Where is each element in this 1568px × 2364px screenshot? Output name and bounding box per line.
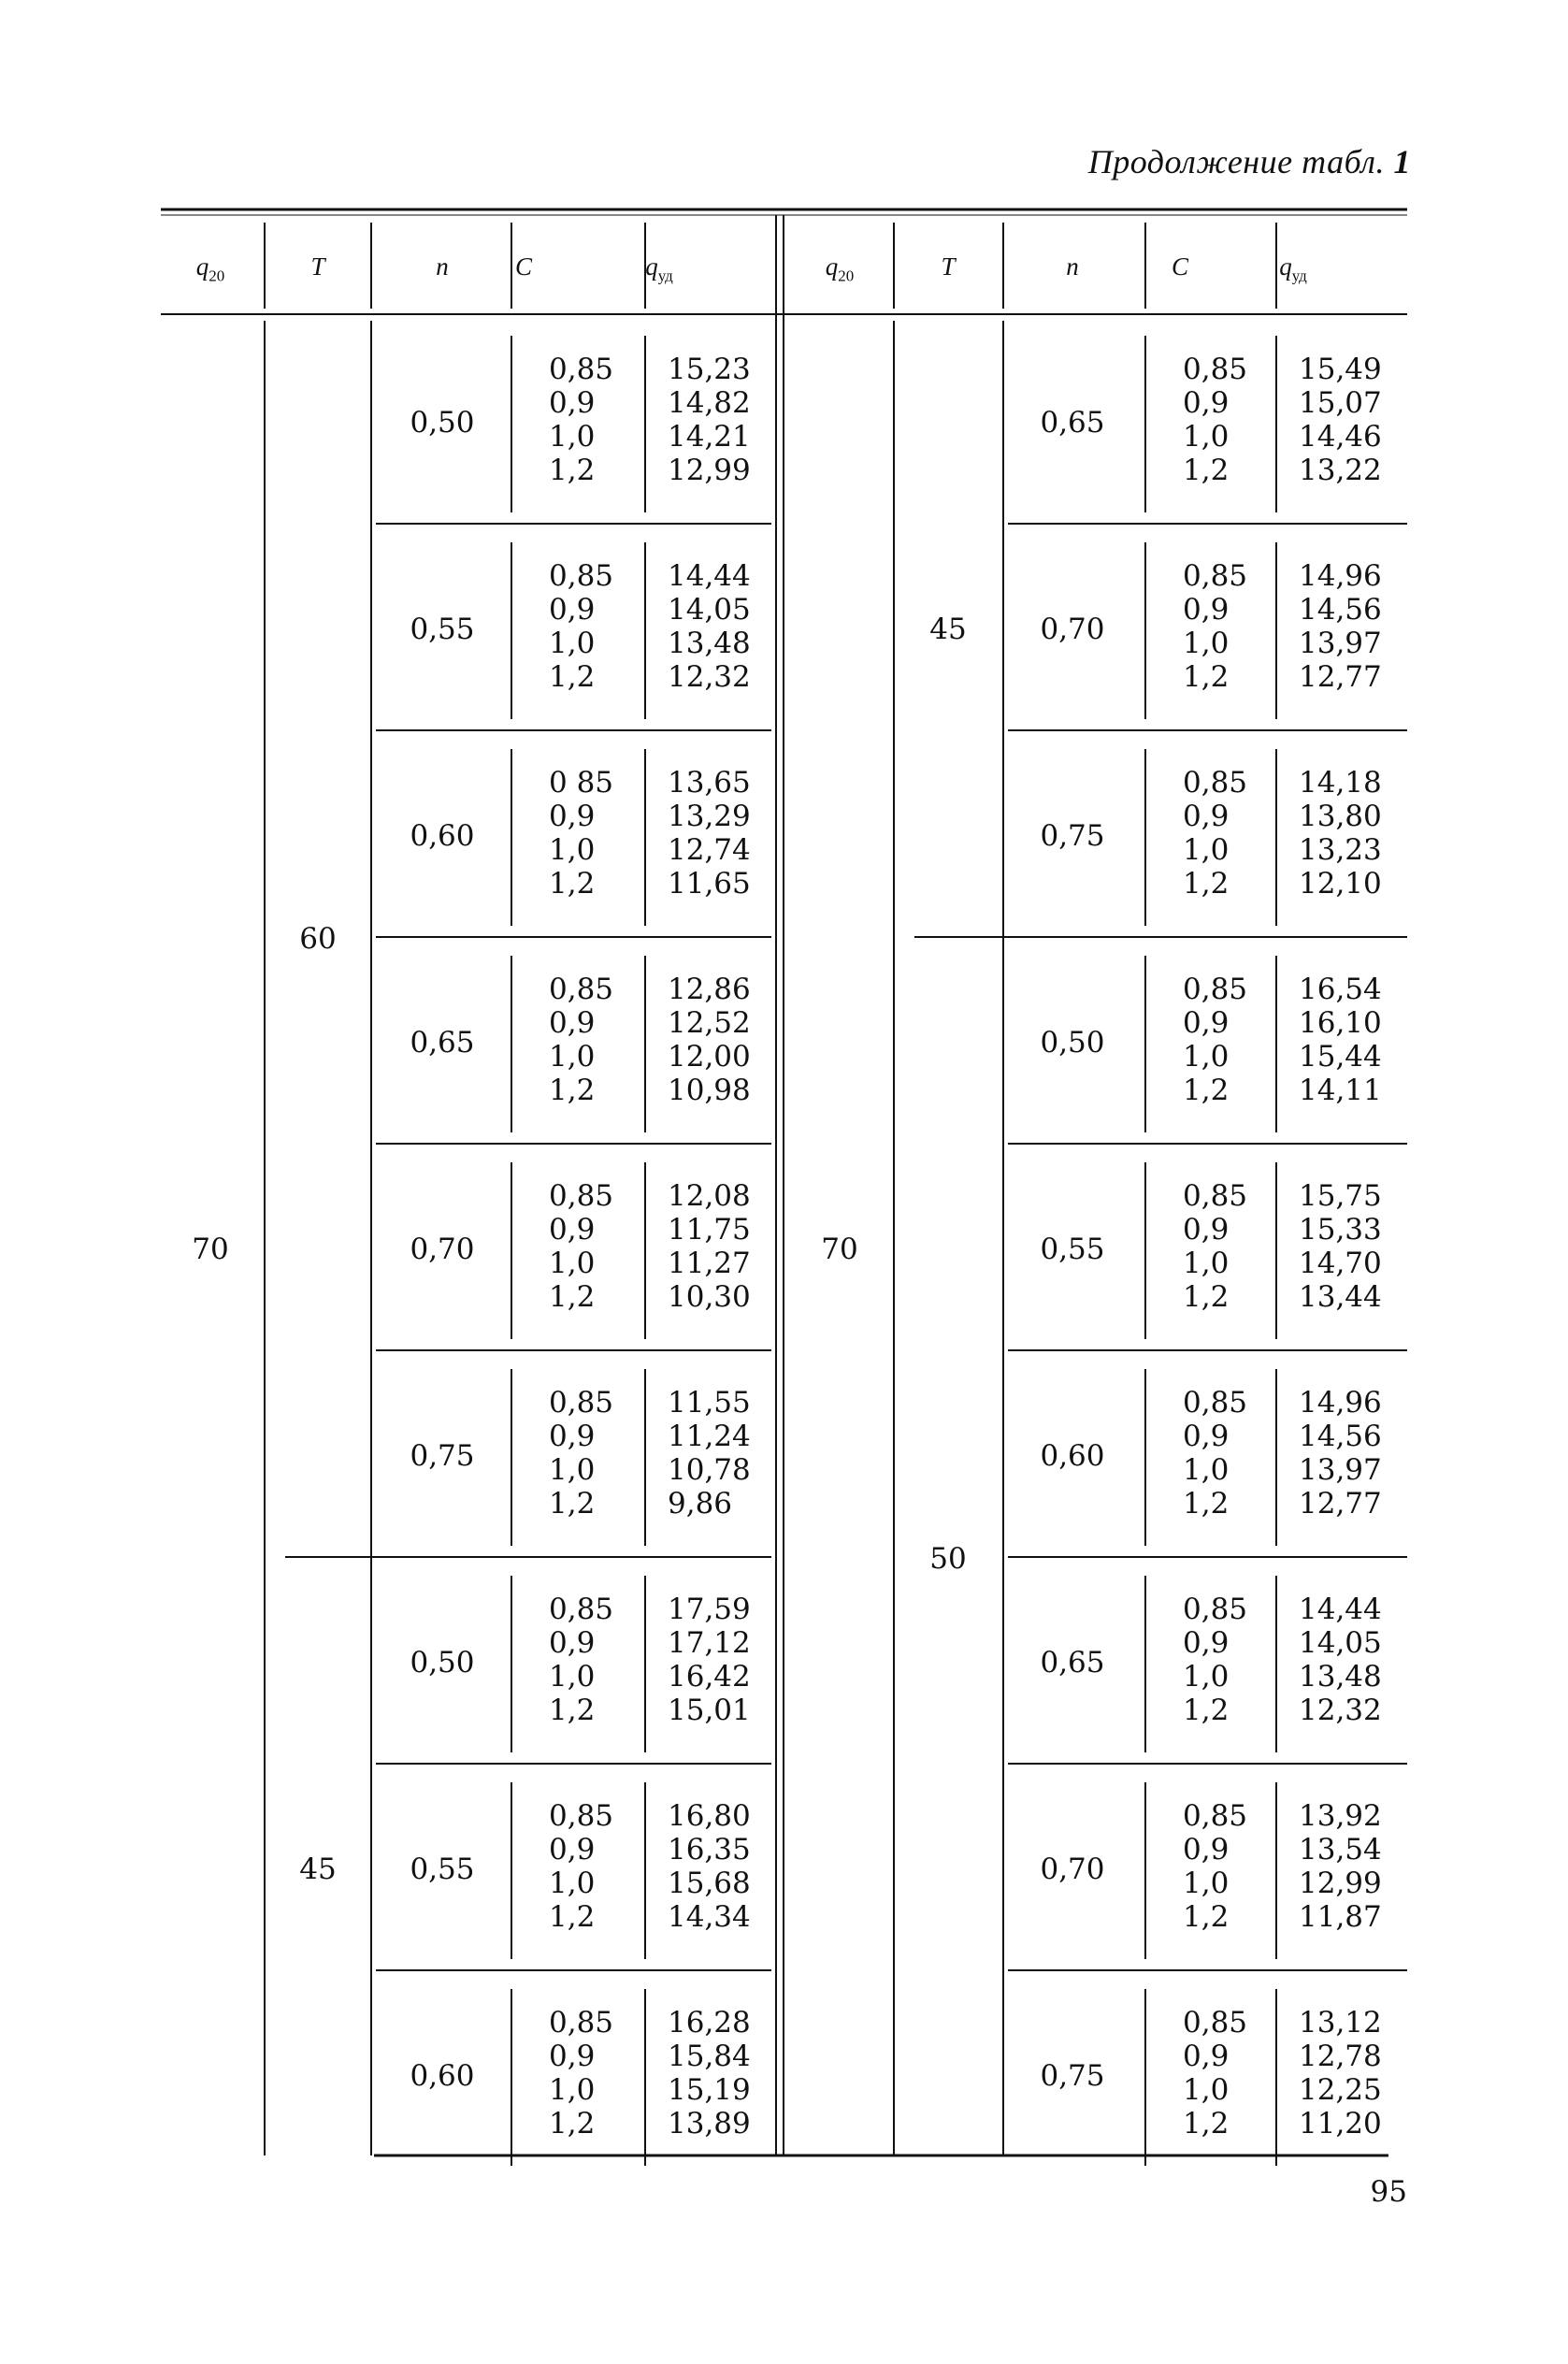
right-C-values: 0,85 0,9 1,0 1,2 bbox=[1183, 766, 1248, 901]
left-C-values: 0,85 0,9 1,0 1,2 bbox=[549, 559, 614, 694]
left-q20-value: 70 bbox=[192, 1232, 229, 1266]
caption-text: Продолжение табл. bbox=[1087, 143, 1385, 180]
left-qud-values: 12,08 11,75 11,27 10,30 bbox=[668, 1179, 751, 1314]
right-header-q20-subscript: 20 bbox=[838, 267, 855, 285]
left-qud-values: 16,28 15,84 15,19 13,89 bbox=[668, 2006, 751, 2141]
left-C-values: 0,85 0,9 1,0 1,2 bbox=[549, 973, 614, 1107]
left-qud-values: 13,65 13,29 12,74 11,65 bbox=[668, 766, 751, 901]
left-C-values: 0 85 0,9 1,0 1,2 bbox=[549, 766, 614, 901]
left-n-value: 0,70 bbox=[410, 1232, 475, 1266]
left-header-q20-subscript: 20 bbox=[209, 267, 225, 285]
right-T-value: 45 bbox=[929, 612, 967, 646]
left-n-value: 0,55 bbox=[410, 1852, 475, 1886]
right-header-n: n bbox=[1066, 252, 1079, 281]
right-header-T: T bbox=[941, 252, 956, 281]
left-C-values: 0,85 0,9 1,0 1,2 bbox=[549, 2006, 614, 2141]
right-n-value: 0,50 bbox=[1040, 1025, 1105, 1059]
right-n-value: 0,55 bbox=[1040, 1232, 1105, 1266]
left-C-values: 0,85 0,9 1,0 1,2 bbox=[549, 353, 614, 487]
right-header-qud: $q_{уд}$ bbox=[1279, 252, 1307, 285]
right-q20-value: 70 bbox=[821, 1232, 858, 1266]
left-qud-values: 14,44 14,05 13,48 12,32 bbox=[668, 559, 751, 694]
right-n-value: 0,65 bbox=[1040, 1645, 1105, 1679]
right-C-values: 0,85 0,9 1,0 1,2 bbox=[1183, 353, 1248, 487]
right-n-value: 0,75 bbox=[1040, 818, 1105, 853]
left-n-value: 0,75 bbox=[410, 1438, 475, 1473]
left-header-C: C bbox=[514, 252, 532, 281]
right-n-value: 0,60 bbox=[1040, 1438, 1105, 1473]
left-C-values: 0,85 0,9 1,0 1,2 bbox=[549, 1799, 614, 1934]
right-qud-values: 15,75 15,33 14,70 13,44 bbox=[1299, 1179, 1382, 1314]
left-header-qud: $q_{уд}$ bbox=[645, 252, 673, 285]
right-C-values: 0,85 0,9 1,0 1,2 bbox=[1183, 559, 1248, 694]
right-n-value: 0,75 bbox=[1040, 2058, 1105, 2093]
right-qud-values: 14,96 14,56 13,97 12,77 bbox=[1299, 559, 1382, 694]
right-C-values: 0,85 0,9 1,0 1,2 bbox=[1183, 2006, 1248, 2141]
right-C-values: 0,85 0,9 1,0 1,2 bbox=[1183, 1179, 1248, 1314]
left-qud-values: 11,55 11,24 10,78 9,86 bbox=[668, 1386, 751, 1521]
left-qud-values: 12,86 12,52 12,00 10,98 bbox=[668, 973, 751, 1107]
right-qud-values: 16,54 16,10 15,44 14,11 bbox=[1299, 973, 1382, 1107]
left-header-n: n bbox=[436, 252, 449, 281]
right-qud-values: 13,92 13,54 12,99 11,87 bbox=[1299, 1799, 1382, 1934]
left-T-value: 45 bbox=[299, 1852, 337, 1886]
caption-number: 1 bbox=[1393, 143, 1411, 180]
left-header-qud-subscript: уд bbox=[657, 267, 673, 285]
right-n-value: 0,65 bbox=[1040, 405, 1105, 440]
right-n-value: 0,70 bbox=[1040, 612, 1105, 646]
right-qud-values: 15,49 15,07 14,46 13,22 bbox=[1299, 353, 1382, 487]
page-number: 95 bbox=[1370, 2175, 1407, 2209]
right-C-values: 0,85 0,9 1,0 1,2 bbox=[1183, 1386, 1248, 1521]
left-qud-values: 15,23 14,82 14,21 12,99 bbox=[668, 353, 751, 487]
left-qud-values: 17,59 17,12 16,42 15,01 bbox=[668, 1593, 751, 1727]
left-header-q20: $q_{20}$ bbox=[195, 252, 225, 285]
right-header-C: C bbox=[1171, 252, 1188, 281]
left-C-values: 0,85 0,9 1,0 1,2 bbox=[549, 1593, 614, 1727]
left-C-values: 0,85 0,9 1,0 1,2 bbox=[549, 1386, 614, 1521]
left-n-value: 0,60 bbox=[410, 2058, 475, 2093]
left-header-T: T bbox=[310, 252, 325, 281]
right-C-values: 0,85 0,9 1,0 1,2 bbox=[1183, 973, 1248, 1107]
right-C-values: 0,85 0,9 1,0 1,2 bbox=[1183, 1593, 1248, 1727]
right-header-q20: $q_{20}$ bbox=[825, 252, 855, 285]
right-n-value: 0,70 bbox=[1040, 1852, 1105, 1886]
left-n-value: 0,60 bbox=[410, 818, 475, 853]
right-C-values: 0,85 0,9 1,0 1,2 bbox=[1183, 1799, 1248, 1934]
left-n-value: 0,50 bbox=[410, 1645, 475, 1679]
right-header-qud-subscript: уд bbox=[1291, 267, 1307, 285]
right-qud-values: 14,18 13,80 13,23 12,10 bbox=[1299, 766, 1382, 901]
left-C-values: 0,85 0,9 1,0 1,2 bbox=[549, 1179, 614, 1314]
left-n-value: 0,50 bbox=[410, 405, 475, 440]
right-qud-values: 14,44 14,05 13,48 12,32 bbox=[1299, 1593, 1382, 1727]
left-n-value: 0,65 bbox=[410, 1025, 475, 1059]
right-T-value: 50 bbox=[929, 1542, 967, 1576]
right-qud-values: 13,12 12,78 12,25 11,20 bbox=[1299, 2006, 1382, 2141]
left-qud-values: 16,80 16,35 15,68 14,34 bbox=[668, 1799, 751, 1934]
left-T-value: 60 bbox=[299, 922, 337, 956]
right-qud-values: 14,96 14,56 13,97 12,77 bbox=[1299, 1386, 1382, 1521]
left-n-value: 0,55 bbox=[410, 612, 475, 646]
